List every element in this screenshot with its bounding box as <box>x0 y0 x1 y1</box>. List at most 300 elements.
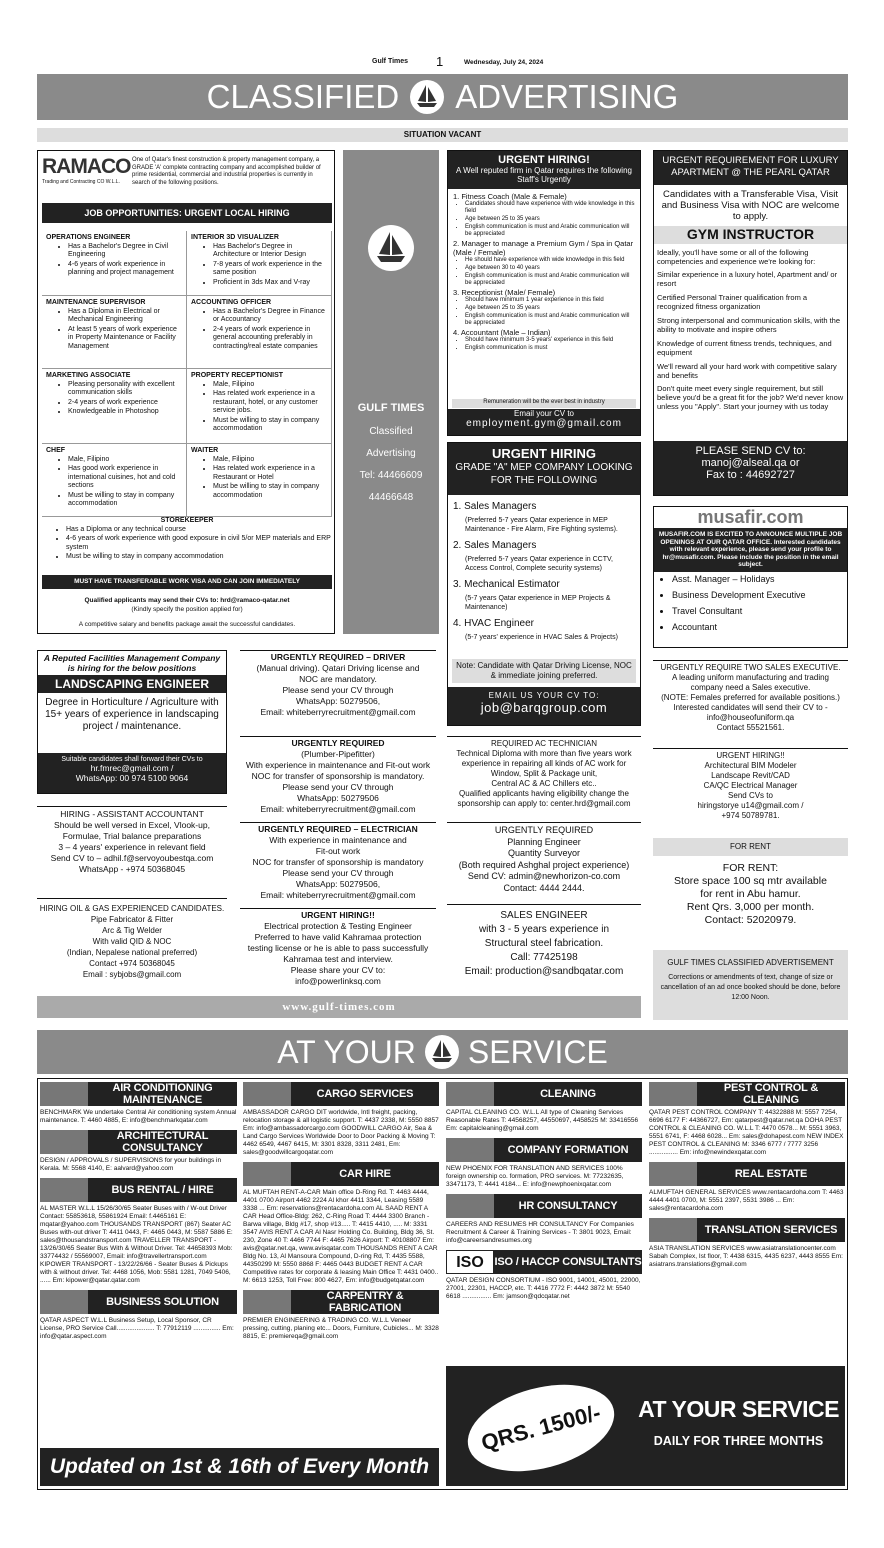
service-title: BUS RENTAL / HIRE <box>111 1184 214 1196</box>
updated-banner: Updated on 1st & 16th of Every Month <box>40 1448 439 1486</box>
pearl-role: GYM INSTRUCTOR <box>654 226 847 244</box>
mep-job-title: 2. Sales Managers <box>453 540 537 551</box>
landscape-email: hr.fmrec@gmail.com / <box>90 763 174 773</box>
bim-line: Send CVs to <box>728 791 773 800</box>
service-title: ARCHITECTURAL CONSULTANCY <box>116 1130 209 1154</box>
handshake-icon <box>40 1290 88 1314</box>
planning-line: Planning Engineer <box>507 836 581 847</box>
planning-engineer-ad <box>447 822 641 894</box>
job-req: • Has related work experience in a restaurant, hotel, or any customer service jobs. <box>213 390 327 416</box>
plumber-line: (Plumber-Pipefitter) <box>301 749 375 759</box>
mep-hiring-ad <box>447 442 641 726</box>
electrical-line: testing license or he is able to pass successfully <box>247 943 429 953</box>
job-req: • Male, Filipino <box>213 381 327 390</box>
iso-icon: ISO <box>446 1250 494 1274</box>
gym-remuneration: Remuneration will be the ever best in industry <box>452 399 636 408</box>
mep-sub: GRADE "A" MEP COMPANY LOOKING FOR THE FOLLOWING <box>455 462 633 486</box>
service-header <box>40 1178 237 1202</box>
service-title-right: SERVICE <box>467 1033 608 1070</box>
pearl-send <box>654 441 847 495</box>
electrical-line: Electrical protection & Testing Engineer <box>264 921 412 931</box>
notice-text: Corrections or amendments of text, change of size or cancellation of an ad once booked should be done, before 12:00 Noon. <box>660 974 841 1001</box>
mep-job-title: 3. Mechanical Estimator <box>453 579 560 590</box>
musafir-ad <box>653 506 848 648</box>
oilgas-head: HIRING OIL & GAS EXPERIENCED CANDIDATES. <box>39 904 225 913</box>
ac-line: sponsorship can apply to: center.hrd@gmail.com <box>457 799 631 808</box>
electrical-line: info@powerlinksq.com <box>295 976 381 986</box>
service-title: CARGO SERVICES <box>316 1088 414 1100</box>
plumber-line: WhatsApp: 50279506 <box>297 793 379 803</box>
ramaco-job <box>42 444 187 517</box>
ramaco-job <box>42 231 187 296</box>
driver-ad <box>240 650 436 718</box>
ramaco-job <box>187 369 332 444</box>
electrical-head: URGENT HIRING!! <box>301 910 375 920</box>
gym-req: • English communication is must and Arabic communication will be appreciated <box>465 224 635 238</box>
gym-hiring-ad <box>447 150 641 436</box>
job-title: CHEF <box>46 447 66 454</box>
plumber-line: Please send your CV through <box>282 782 394 792</box>
gym-req: • Should have minimum 1 year experience in this field <box>465 297 635 304</box>
ramaco-logo <box>42 155 131 195</box>
job-title: INTERIOR 3D VISUALIZER <box>191 234 279 241</box>
plumber-head: URGENTLY REQUIRED <box>291 738 385 748</box>
sales-eng-line: Call: 77425198 <box>510 952 578 963</box>
gym-jobs <box>448 189 640 356</box>
service-banner <box>37 1030 848 1074</box>
pearl-visa: Candidates with a Transferable Visa, Visit and Business Visa with NOC are welcome to apply. <box>661 189 840 222</box>
gym-req: • Age between 25 to 35 years <box>465 216 635 223</box>
pearl-req: Knowledge of current fitness trends, techniques, and equipment <box>657 339 832 357</box>
job-req: • Male, Filipino <box>68 456 182 465</box>
globe-icon <box>649 1218 697 1242</box>
gt-name: GULF TIMES <box>357 402 425 414</box>
rent-line: for rent in Abu hamur. <box>700 888 801 900</box>
accountant-line: Should be well versed in Excel, Vlook-up, <box>54 820 210 830</box>
ramaco-apply-note: (Kindly specify the position applied for) <box>131 606 243 613</box>
service-title: AIR CONDITIONING MAINTENANCE <box>112 1082 213 1106</box>
service-text: QATAR PEST CONTROL COMPANY T: 44322888 M: 5557 7254, 6696 6177 F: 44366727, Em: qatarpest@qatar.net.qa DOHA PEST CONTROL & CLEANING CO. W.L.L T: 4470 0578... M: 5551 3963, 5551 6741, F: 4468 6028... Em: sales@dohapest.com NEW INDEX PEST CONTROL & CLEANING M: 3346 6777 / 7777 3256 ................ Em: info@newindexqatar.com <box>649 1109 844 1156</box>
bim-line: hiringstorye u14@gmail.com / <box>697 801 804 810</box>
ac-line: Window, Split & Package unit, <box>490 769 598 778</box>
oilgas-line: Contact +974 50368045 <box>89 959 175 968</box>
office-icon <box>446 1138 494 1162</box>
job-req: • Must be willing to stay in company accommodation <box>66 553 332 562</box>
gym-job-title: 1. Fitness Coach (Male & Female) <box>453 192 567 201</box>
job-title: ACCOUNTING OFFICER <box>191 299 272 306</box>
service-text: ALMUFTAH GENERAL SERVICES www.rentacardoha.com T: 4463 4444 4401 0700, M: 5551 2397, 5531 3986 ... Em: sales@rentacardoha.com <box>649 1189 844 1212</box>
sales-eng-line: with 3 - 5 years experience in <box>478 924 610 935</box>
promo-title: AT YOUR SERVICE <box>638 1396 839 1422</box>
banner-title-right: ADVERTISING <box>455 78 679 115</box>
dhow-logo-icon <box>367 224 415 272</box>
pearl-body <box>654 244 847 415</box>
mep-job-title: 4. HVAC Engineer <box>453 618 534 629</box>
car-icon <box>243 1162 291 1186</box>
service-text: NEW PHOENIX FOR TRANSLATION AND SERVICES 100% foreign ownership co. formation, PRO services. M: 77232635, 33471173, T: 4441 4184... E: info@newphoenixqatar.com <box>446 1165 624 1188</box>
gym-req: • Age between 25 to 35 years <box>465 305 635 312</box>
driver-head: URGENTLY REQUIRED – DRIVER <box>270 652 406 662</box>
pearl-reward: We'll reward all your hard work with competitive salary and benefits <box>657 362 837 380</box>
ramaco-banner: JOB OPPORTUNITIES: URGENT LOCAL HIRING <box>42 203 332 223</box>
electrician-line: NOC for transfer of sponsorship is mandatory <box>252 857 424 867</box>
service-col-3 <box>446 1082 642 1306</box>
rent-head: FOR RENT: <box>722 862 779 874</box>
bim-line: Landscape Revit/CAD <box>711 771 790 780</box>
rent-line: Rent Qrs. 3,000 per month. <box>686 901 815 913</box>
mep-job-desc: (Preferred 5-7 years Qatar experience in MEP Maintenance - Fire Alarm, Fire Fighting systems). <box>465 517 618 533</box>
bim-line: CA/QC Electrical Manager <box>703 781 798 790</box>
landscape-desc: Degree in Horticulture / Agriculture with 15+ years of experience in landscaping project / maintenance. <box>45 697 219 732</box>
oilgas-line: Arc & Tig Welder <box>102 926 162 935</box>
dhow-logo-icon <box>409 79 445 115</box>
sales-eng-head: SALES ENGINEER <box>500 910 588 921</box>
pearl-send-label: PLEASE SEND CV to: <box>695 445 806 457</box>
notice-head: GULF TIMES CLASSIFIED ADVERTISEMENT <box>667 958 834 967</box>
pearl-req: Strong interpersonal and communication skills, with the ability to motivate and inspire others <box>657 316 841 334</box>
landscape-role: LANDSCAPING ENGINEER <box>38 675 226 693</box>
service-title: HR CONSULTANCY <box>518 1200 618 1212</box>
service-header <box>243 1082 439 1106</box>
service-title: PEST CONTROL & CLEANING <box>723 1082 819 1106</box>
service-text: ASIA TRANSLATION SERVICES www.asiatranslationcenter.com Sabah Complex, Ist floor, T: 4438 6315, 4435 6237, 4443 8555 Em: asiatrans.translations@gmail.com <box>649 1245 843 1268</box>
gym-job-title: 4. Accountant (Male – Indian) <box>453 328 551 337</box>
landscape-contact <box>38 753 226 793</box>
banner-title-left: CLASSIFIED <box>206 78 400 115</box>
classified-banner <box>37 74 848 120</box>
mep-jobs <box>448 495 640 654</box>
service-text: BENCHMARK We undertake Central Air conditioning system Annual maintenance. T: 4460 4885, E: info@benchmarkqatar.com <box>40 1109 237 1124</box>
driver-line: Please send your CV through <box>282 685 394 695</box>
masthead-paper: Gulf Times <box>372 58 409 65</box>
ramaco-must: MUST HAVE TRANSFERABLE WORK VISA AND CAN JOIN IMMEDIATELY <box>42 575 332 589</box>
service-header <box>243 1162 439 1186</box>
mep-header <box>448 443 640 495</box>
oil-gas-ad <box>37 898 227 980</box>
job-req: • 2-4 years of work experience in general accounting preferably in contracting/real estate companies <box>213 326 327 352</box>
gym-job-title: 2. Manager to manage a Premium Gym / Spa in Qatar (Male / Female) <box>453 239 634 257</box>
sales-eng-line: Structural steel fabrication. <box>484 938 604 949</box>
electrician-line: Email: whiteberryrecruitment@gmail.com <box>260 890 416 900</box>
driver-line: NOC are mandatory. <box>299 674 377 684</box>
oilgas-line: With valid QID & NOC <box>92 937 172 946</box>
job-req: • Has a Diploma or any technical course <box>66 526 332 535</box>
landscape-cv: Suitable candidates shall forward their CVs to <box>61 756 203 763</box>
job-req: • Has a Bachelor's Degree in Finance or Accountancy <box>213 308 327 325</box>
job-title: OPERATIONS ENGINEER <box>46 234 131 241</box>
ramaco-job <box>42 296 187 369</box>
ramaco-job <box>187 296 332 369</box>
accountant-line: 3 – 4 years' experience in relevant field <box>58 842 206 852</box>
pest-sprayer-icon <box>649 1082 697 1106</box>
gulf-times-box <box>343 150 439 634</box>
mep-job-title: 1. Sales Managers <box>453 501 537 512</box>
gym-req: • English communication is must and Arabic communication will be appreciated <box>465 273 635 287</box>
gym-header <box>448 151 640 189</box>
accountant-line: Formulae, Trial balance preparations <box>62 831 202 841</box>
service-header <box>40 1082 237 1106</box>
mep-job-desc: (5-7 years Qatar experience in MEP Projects & Maintenance) <box>465 595 611 611</box>
two-sales-exec-ad <box>653 660 848 733</box>
pearl-intro: Ideally, you'll have some or all of the following competencies and experience we're looking for: <box>657 248 816 266</box>
ramaco-job <box>187 444 332 517</box>
ramaco-ad <box>37 150 335 634</box>
gym-req: • He should have experience with wide knowledge in this field <box>465 257 635 264</box>
job-req: • 7-8 years of work experience in the same position <box>213 261 327 278</box>
job-req: • 4-6 years of work experience with good exposure in civil 5/or MEP materials and ERP system <box>66 535 332 552</box>
service-title: BUSINESS SOLUTION <box>106 1296 219 1308</box>
pearl-req: Similar experience in a luxury hotel, Apartment and/ or resort <box>657 270 838 288</box>
service-text: AL MUFTAH RENT-A-CAR Main office D-Ring Rd. T: 4463 4444, 4401 0700 Airport 4462 2224 Al khor 4411 3344, Leasing 5589 3338 ... Em: reservations@rentacardoha.com AL SAAD RENT A CAR Head Office-Bldg: 262, C-Ring Road T: 4444 3300 Branch - Barwa village, Bldg #17, shop #13..... T: 4415 4410, ..... M: 3331 3547 AVIS RENT A CAR Al Nasr Holding Co. Building, Bldg 36, St. 230, Zone 40 T: 4466 7744 F: 4465 7626 Airport: T: 40108807 Em: avis@qatar.net.qa, www.avisqatar.com THOUSANDS RENT A CAR Bldg No. 13, Al Mansoura Compound, D-ring Rd, T: 4435 5588, 44350299 M: 5550 8868 F: 4465 0443 BUDGET RENT A CAR Competitive rates for corporate & leasing Main Office T: 4431 0400.. M: 6613 1253, Toll Free: 800 4627, Em: info@budgetqatar.com <box>243 1189 439 1284</box>
job-req: • Knowledgeable in Photoshop <box>68 408 182 417</box>
gym-req: • Should have minimum 3-5 years' experience in this field <box>465 337 635 344</box>
musafir-position: • Business Development Executive <box>672 588 847 603</box>
service-text: PREMIER ENGINEERING & TRADING CO. W.L.L Veneer pressing, cutting, planing etc... Doors, Furniture, Cubicles... M: 3328 8815, E: premiereqa@gmail.com <box>243 1317 439 1340</box>
service-title: CAR HIRE <box>339 1168 391 1180</box>
bus-icon <box>40 1178 88 1202</box>
plumber-line: Email: whiteberryrecruitment@gmail.com <box>260 804 416 814</box>
bim-hiring-ad <box>653 748 848 821</box>
service-title-left: AT YOUR <box>277 1033 416 1070</box>
mep-job-desc: (Preferred 5-7 years Qatar experience in CCTV, Access Control, Complete security systems) <box>465 556 613 572</box>
plumber-line: NOC for transfer of sponsorship is mandatory. <box>251 771 425 781</box>
service-text: QATAR DESIGN CONSORTIUM - ISO 9001, 14001, 45001, 22000, 27001, 22301, HACCP, etc. T: 4416 7772 F: 4442 3872 M: 5540 6618 ................ Em: jamson@qdcqatar.net <box>446 1277 641 1300</box>
twosales-head: URGENTLY REQUIRE TWO SALES EXECUTIVE. <box>660 663 841 672</box>
gym-req: • Age between 30 to 40 years <box>465 265 635 272</box>
gym-email-box <box>448 409 640 435</box>
for-rent-ad <box>653 862 848 927</box>
page-number: 1 <box>436 54 444 69</box>
service-title: ISO / HACCP CONSULTANTS <box>494 1256 642 1268</box>
accountant-line: WhatsApp - +974 50368045 <box>78 864 186 874</box>
driver-line: Email: whiteberryrecruitment@gmail.com <box>260 707 416 717</box>
accountant-line: Send CV to – adhil.f@servoyoubestqa.com <box>50 853 214 863</box>
twosales-line: (NOTE: Females preferred for available positions.) <box>661 693 840 702</box>
for-rent-section: FOR RENT <box>653 838 848 856</box>
pearl-dont: Don't quite meet every single requirement, but still believe you'd be a great fit for the job? We'd never know unless you "Apply". Start your journey with us today <box>657 384 844 411</box>
ramaco-logo-text: RAMACO <box>42 155 131 178</box>
ac-line: experience in repairing all kinds of AC work for <box>461 759 627 768</box>
job-req: • Has good work experience in international cuisines, hot and cold sections <box>68 465 182 491</box>
bim-head: URGENT HIRING!! <box>716 751 785 760</box>
service-text: AMBASSADOR CARGO DIT worldwide, Intl freight, packing, relocation storage & all logistic support. T: 4437 2338, M: 5550 8857 Em: info@ambassadorcargo.com GOODWILL CARGO Air, Sea & Land Cargo Services Worldwide Door to Door Packing & Moving T: 4462 6549, 4467 6415, M: 3301 8328, 3311 2481, Em: sales@goodwillcargoqatar.com <box>243 1109 439 1156</box>
musafir-position: • Accountant <box>672 620 847 635</box>
ac-line: Technical Diploma with more than five years work <box>456 749 632 758</box>
electrician-ad <box>240 822 436 901</box>
electrical-line: Preferred to have valid Kahramaa protection <box>254 932 422 942</box>
building-icon <box>40 1130 88 1154</box>
ramaco-job <box>42 369 187 444</box>
service-text: AL MASTER W.L.L 15/26/30/65 Seater Buses with / W-out Driver Contact: 55853618, 55861924 Email: f.4465161 E: mqatar@yahoo.com THOUSANDS TRANSPORT (867) Seater AC Buses with-out driver T: 4411 0443, F: 4465 0443, M: 5587 5886 E: sales@thousandstransport.com TRAVELLER TRANSPORT - 13/26/30/65 Seater Bus With & Without Driver. Tel: 44658393 Mob: 33774432 / 55569007, Email: info@travellertransport.com KIPOWER TRANSPORT - 13/22/26/66 - Seater Buses & Pickups with & without driver. Tel: 4468 1056, Mob: 5581 1281, 7049 5406, ...... Em: kipower@qatar.qatar.com <box>40 1205 233 1284</box>
job-req: • 4-6 years of work experience in planning and project management <box>68 261 182 278</box>
electrician-line: WhatsApp: 50279506, <box>295 879 381 889</box>
landscape-head: A Reputed Facilities Management Company is hiring for the below positions <box>43 653 221 673</box>
musafir-logo: musafir.com <box>697 507 804 527</box>
pearl-gym-ad <box>653 150 848 496</box>
electrician-line: With experience in maintenance and <box>269 835 407 845</box>
musafir-position: • Travel Consultant <box>672 604 847 619</box>
twosales-line: Contact 55521561. <box>716 723 785 732</box>
service-text: DESIGN / APPROVALS / SUPERVISIONS for your buildings in Kerala. M: 5568 4140, E: aalvard@yahoo.com <box>40 1157 222 1172</box>
service-promo <box>446 1366 845 1486</box>
cleaning-icon <box>446 1082 494 1106</box>
gym-req: • English communication is must <box>465 345 635 352</box>
dhow-logo-icon <box>424 1034 460 1070</box>
saw-icon <box>243 1290 291 1314</box>
pearl-head: URGENT REQUIREMENT FOR LUXURY APARTMENT @ THE PEARL QATAR <box>654 151 847 185</box>
ramaco-jobs-grid <box>42 231 332 517</box>
gym-job-title: 3. Receptionist (Male/ Female) <box>453 288 556 297</box>
pearl-email: manoj@alseal.qa or <box>701 457 800 469</box>
electrician-head: URGENTLY REQUIRED – ELECTRICIAN <box>258 824 418 834</box>
house-icon <box>649 1162 697 1186</box>
bim-line: Architectural BIM Modeler <box>704 761 797 770</box>
oilgas-line: (Indian, Nepalese national preferred) <box>66 948 198 957</box>
service-header <box>40 1130 237 1154</box>
job-req: • Has a Diploma in Electrical or Mechanical Engineering <box>68 308 182 325</box>
electrical-line: Kahramaa test and interview. <box>283 954 393 964</box>
service-header <box>649 1162 845 1186</box>
ac-line: Qualified applicants having eligibility change the <box>459 789 629 798</box>
planning-line: Contact: 4444 2444. <box>503 882 585 893</box>
musafir-text: MUSAFIR.COM IS EXCITED TO ANNOUNCE MULTIPLE JOB OPENINGS AT OUR QATAR OFFICE. Interested candidates with relevant experience, please send your profile to hr@musafir.com. Please include the position in the email subject. <box>654 528 847 572</box>
gt-classified: Classified <box>369 426 413 437</box>
job-req: • Proficient in 3ds Max and V-ray <box>213 279 327 288</box>
service-header <box>446 1138 642 1162</box>
bim-line: +974 50789781. <box>721 811 780 820</box>
job-title: MAINTENANCE SUPERVISOR <box>46 299 146 306</box>
air-conditioner-icon <box>40 1082 88 1106</box>
mep-head: URGENT HIRING <box>492 446 596 461</box>
service-header <box>446 1194 642 1218</box>
gym-req: • English communication is must and Arabic communication will be appreciated <box>465 313 635 327</box>
job-req: • 2-4 years of work experience <box>68 399 182 408</box>
container-icon <box>243 1082 291 1106</box>
sales-engineer-ad <box>447 904 641 979</box>
gym-sub: A Well reputed firm in Qatar requires the following Staff's Urgently <box>456 166 632 184</box>
job-req: • Has a Bachelor's Degree in Civil Engineering <box>68 243 182 260</box>
service-header <box>446 1082 642 1106</box>
sales-eng-line: Email: production@sandbqatar.com <box>464 966 624 977</box>
gulf-times-notice <box>653 950 848 1020</box>
service-title: TRANSLATION SERVICES <box>704 1224 838 1236</box>
service-text: QATAR ASPECT W.L.L Business Setup, Local Sponsor, CR License, PRO Service Call..................... T: 77912119 ............... Em: info@qatar.aspect.com <box>40 1317 234 1340</box>
ramaco-footer: A competitive salary and benefits package await the successful candidates. <box>78 621 296 628</box>
assistant-accountant-ad <box>37 806 227 875</box>
twosales-line: info@houseofuniform.qa <box>706 713 795 722</box>
job-title: MARKETING ASSOCIATE <box>46 372 131 379</box>
gt-advertising: Advertising <box>366 448 416 459</box>
ramaco-logo-sub: Trading and Contracting CO W.L.L. <box>42 179 120 185</box>
job-req: • Has Bachelor's Degree in Architecture or Interior Design <box>213 243 327 260</box>
job-req: • Must be willing to stay in company accommodation <box>213 483 327 500</box>
promo-sub: DAILY FOR THREE MONTHS <box>653 1434 824 1448</box>
electrician-line: Please send your CV through <box>282 868 394 878</box>
ac-head: REQUIRED AC TECHNICIAN <box>490 739 598 748</box>
service-col-2 <box>243 1082 439 1346</box>
twosales-line: A leading uniform manufacturing and trading <box>672 673 829 682</box>
job-title: WAITER <box>191 447 219 454</box>
planning-line: Quantity Surveyor <box>507 848 581 858</box>
mep-job-desc: (5-7 years' experience in HVAC Sales & Projects) <box>465 634 618 641</box>
ramaco-intro: One of Qatar's finest construction & property management company, a GRADE 'A' complete contracting company and accomplished builder of prime residential, commercial and industrial properties is currently in search of the following positions. <box>132 157 321 186</box>
gym-email-label: Email your CV to <box>513 409 575 418</box>
service-text: CAREERS AND RESUMES HR CONSULTANCY For Companies Recruitment & Career & Training Services - T: 3801 9023, Email: info@careersandresumes.org <box>446 1221 634 1244</box>
twosales-line: Interested candidates will send their CV to - <box>673 703 828 712</box>
job-req: • Male, Filipino <box>213 456 327 465</box>
job-req: • At least 5 years of work experience in Property Maintenance or Facility Management <box>68 326 182 352</box>
issue-date: Wednesday, July 24, 2024 <box>464 59 544 66</box>
service-title: REAL ESTATE <box>734 1168 808 1180</box>
job-req: • Must be willing to stay in company accommodation <box>213 417 327 434</box>
people-icon <box>446 1194 494 1218</box>
job-req: • Must be willing to stay in company accommodation <box>68 492 182 509</box>
ac-technician-ad <box>447 736 641 809</box>
pearl-req: Certified Personal Trainer qualification from a recognized fitness organization <box>657 293 808 311</box>
section-label: SITUATION VACANT <box>37 128 848 142</box>
mep-email: job@barqgroup.com <box>480 700 608 715</box>
planning-line: (Both required Ashghal project experience) <box>458 859 630 870</box>
job-req: • Pleasing personality with excellent communication skills <box>68 381 182 398</box>
job-title: STOREKEEPER <box>160 517 214 524</box>
musafir-position: • Asst. Manager – Holidays <box>672 572 847 587</box>
rent-line: Store space 100 sq mtr available <box>674 875 827 887</box>
driver-line: (Manual driving). Qatari Driving license and <box>256 663 420 673</box>
service-col-4 <box>649 1082 845 1274</box>
plumber-ad <box>240 736 436 815</box>
electrical-line: Please share your CV to: <box>290 965 386 975</box>
ac-line: Central AC & AC Chillers etc.. <box>491 779 597 788</box>
mep-email-box <box>448 687 640 725</box>
service-title: COMPANY FORMATION <box>507 1144 629 1156</box>
ramaco-apply: Qualified applicants may send their CVs to: hrd@ramaco-qatar.net <box>84 597 290 604</box>
website-bar[interactable]: www.gulf-times.com <box>37 996 641 1018</box>
service-header <box>649 1218 845 1242</box>
electrician-line: Fit-out work <box>315 846 361 856</box>
gym-head: URGENT HIRING! <box>498 154 590 166</box>
accountant-head: HIRING - ASSISTANT ACCOUNTANT <box>60 809 204 819</box>
job-req: • Has related work experience in a Restaurant or Hotel <box>213 465 327 482</box>
mep-note: Note: Candidate with Qatar Driving License, NOC & immediate joining preferred. <box>452 659 636 683</box>
gt-tel2: 44466648 <box>368 492 414 503</box>
electrical-engineer-ad <box>240 908 436 987</box>
gym-req: • Candidates should have experience with wide knowledge in this field <box>465 201 635 215</box>
mep-email-label: EMAIL US YOUR CV TO: <box>488 691 600 700</box>
gym-email: employment.gym@gmail.com <box>466 418 622 429</box>
gt-tel: Tel: 44466609 <box>359 470 423 481</box>
job-title: PROPERTY RECEPTIONIST <box>191 372 284 379</box>
rent-line: Contact: 52020979. <box>704 914 797 926</box>
ramaco-storekeeper <box>42 517 332 563</box>
planning-head: URGENTLY REQUIRED <box>494 825 594 835</box>
pearl-fax: Fax to : 44692727 <box>706 469 795 481</box>
service-header <box>446 1250 642 1274</box>
twosales-line: company need a Sales executive. <box>690 683 811 692</box>
plumber-line: With experience in maintenance and Fit-out work <box>245 760 431 770</box>
oilgas-line: Email : sybjobs@gmail.com <box>82 970 182 979</box>
service-header <box>243 1290 439 1314</box>
service-text: CAPITAL CLEANING CO. W.L.L All type of Cleaning Services Reasonable Rates T: 44568257, 44550697, 4458525 M: 33416556 Em: capitalcleaning@gmail.com <box>446 1109 639 1132</box>
planning-line: Send CV: admin@newhorizon-co.com <box>467 871 621 881</box>
driver-line: WhatsApp: 50279506, <box>295 696 381 706</box>
oilgas-line: Pipe Fabricator & Fitter <box>90 915 174 924</box>
service-title: CARPENTRY & FABRICATION <box>326 1290 404 1314</box>
landscaping-ad <box>37 650 227 794</box>
service-title: CLEANING <box>540 1088 596 1100</box>
price-badge: QRS. 1500/- <box>458 1370 624 1486</box>
ramaco-job <box>187 231 332 296</box>
musafir-list <box>654 572 847 635</box>
